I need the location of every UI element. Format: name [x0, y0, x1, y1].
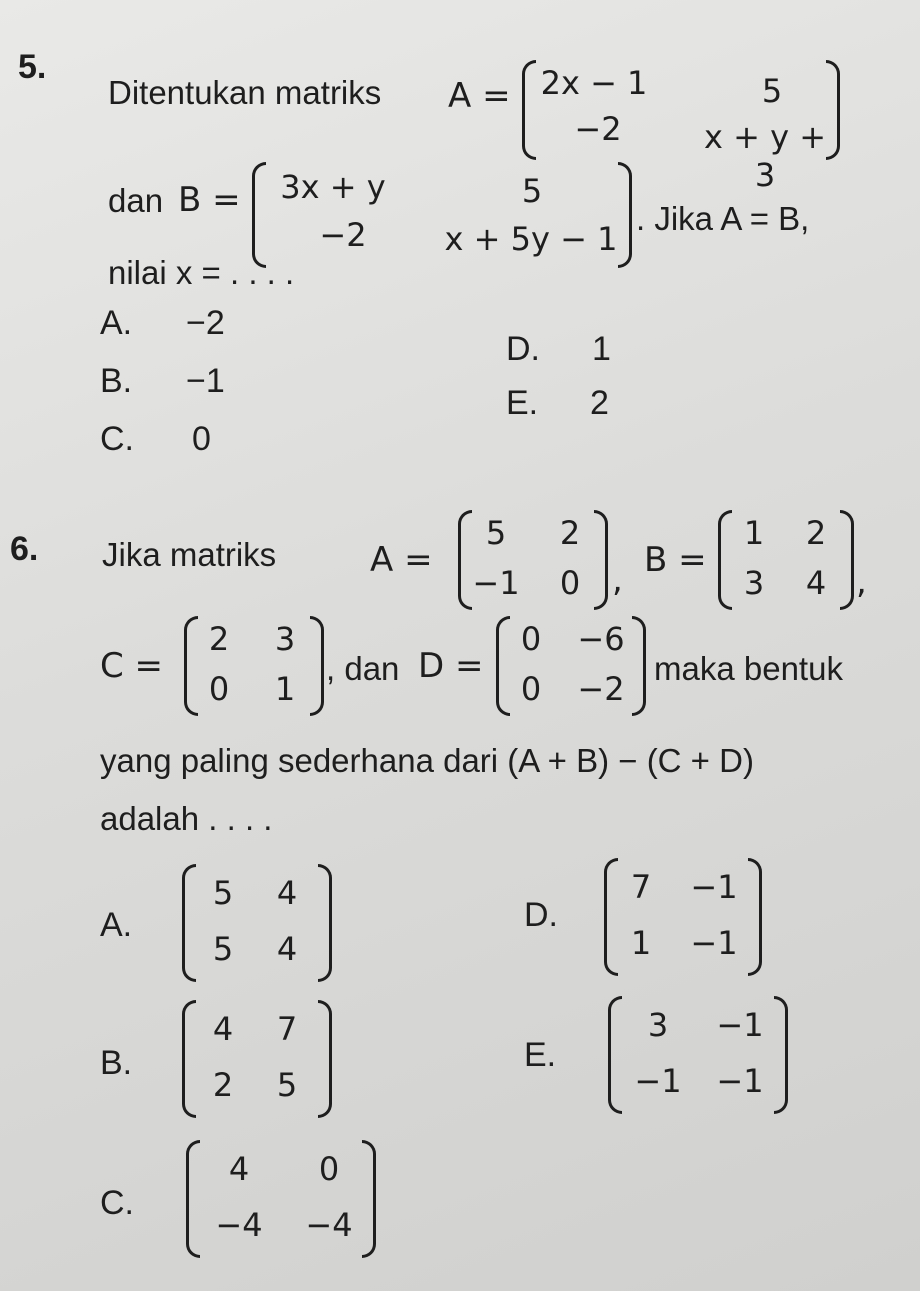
matrix-cell: 5 [212, 874, 234, 912]
matrix-cell: 5 [761, 72, 783, 110]
matrix-cell: 0 [208, 670, 230, 708]
option-e-label: E. [524, 1036, 557, 1074]
matrix-cell: −1 [690, 868, 738, 906]
option-e-matrix [608, 996, 788, 1114]
matrix-cell: 4 [212, 1010, 234, 1048]
conjunction-dan: dan [108, 182, 164, 219]
matrix-cell: −2 [577, 670, 625, 708]
matrix-cell: 1 [274, 670, 296, 708]
matrix-cell: −1 [690, 924, 738, 962]
question-text-tail: maka bentuk [654, 650, 843, 687]
matrix-cell: x + 5y − 1 [444, 220, 618, 258]
matrix-d [496, 616, 646, 716]
option-d-label: D. [524, 896, 558, 934]
matrix-label-d: D = [418, 646, 484, 686]
matrix-cell: 2 [559, 514, 581, 552]
option-b-label: B. [100, 1044, 133, 1082]
option-b-label: B. [100, 362, 133, 400]
option-a-label: A. [100, 906, 133, 944]
option-c-label: C. [100, 1184, 134, 1222]
matrix-cell: −4 [215, 1206, 263, 1244]
matrix-cell: 2 [212, 1066, 234, 1104]
option-b-value: −1 [186, 362, 225, 400]
option-d-matrix [604, 858, 762, 976]
condition-text: . Jika A = B, [636, 200, 810, 237]
option-e-label: E. [506, 384, 539, 422]
comma: , [856, 562, 867, 602]
matrix-cell: 2x − 1 [540, 64, 648, 102]
option-c-matrix [186, 1140, 376, 1258]
matrix-cell: 0 [520, 620, 542, 658]
matrix-cell: 3 [647, 1006, 669, 1044]
option-a-label: A. [100, 304, 133, 342]
matrix-cell: 4 [276, 874, 298, 912]
matrix-cell: 5 [485, 514, 507, 552]
matrix-label-b: B = [178, 180, 241, 220]
question-text-line: yang paling sederhana dari (A + B) − (C + D) [100, 742, 754, 779]
matrix-cell: 3 [743, 564, 765, 602]
matrix-cell: 0 [559, 564, 581, 602]
matrix-cell: −6 [577, 620, 625, 658]
matrix-label-c: C = [100, 646, 164, 686]
matrix-label-a: A = [448, 76, 511, 116]
matrix-cell: 2 [208, 620, 230, 658]
matrix-cell: −2 [574, 110, 622, 148]
matrix-label-a: A = [370, 540, 433, 580]
matrix-cell: 7 [276, 1010, 298, 1048]
matrix-cell: −1 [634, 1062, 682, 1100]
matrix-cell: −4 [305, 1206, 353, 1244]
matrix-cell: 5 [276, 1066, 298, 1104]
matrix-cell: 3x + y [280, 168, 386, 206]
matrix-cell: 4 [276, 930, 298, 968]
matrix-label-b: B = [644, 540, 707, 580]
matrix-cell: 7 [630, 868, 652, 906]
matrix-cell: 4 [228, 1150, 250, 1188]
matrix-a [522, 60, 840, 194]
question-intro: Ditentukan matriks [108, 74, 382, 111]
question-ask: nilai x = . . . . [108, 254, 295, 291]
matrix-cell: 5 [212, 930, 234, 968]
conjunction-dan: , dan [326, 650, 400, 687]
option-d-label: D. [506, 330, 540, 368]
matrix-cell: 3 [274, 620, 296, 658]
question-number: 6. [10, 530, 39, 568]
matrix-cell: −1 [472, 564, 520, 602]
option-c-value: 0 [192, 420, 211, 458]
matrix-cell: 1 [630, 924, 652, 962]
option-c-label: C. [100, 420, 134, 458]
question-number: 5. [18, 48, 47, 86]
option-a-matrix [182, 864, 332, 982]
matrix-a [458, 510, 608, 610]
matrix-cell: x + y + 3 [703, 118, 826, 194]
question-text-line: adalah . . . . [100, 800, 273, 837]
matrix-cell: −2 [319, 216, 367, 254]
option-e-value: 2 [590, 384, 609, 422]
matrix-c [184, 616, 324, 716]
question-intro: Jika matriks [102, 536, 277, 573]
matrix-cell: 0 [318, 1150, 340, 1188]
matrix-cell: 4 [805, 564, 827, 602]
matrix-cell: 2 [805, 514, 827, 552]
matrix-cell: 5 [521, 172, 543, 210]
option-a-value: −2 [186, 304, 225, 342]
matrix-cell: 1 [743, 514, 765, 552]
matrix-cell: −1 [716, 1062, 764, 1100]
matrix-b [252, 162, 632, 268]
option-b-matrix [182, 1000, 332, 1118]
matrix-cell: 0 [520, 670, 542, 708]
matrix-cell: −1 [716, 1006, 764, 1044]
matrix-b [718, 510, 854, 610]
option-d-value: 1 [592, 330, 611, 368]
comma: , [612, 560, 623, 600]
